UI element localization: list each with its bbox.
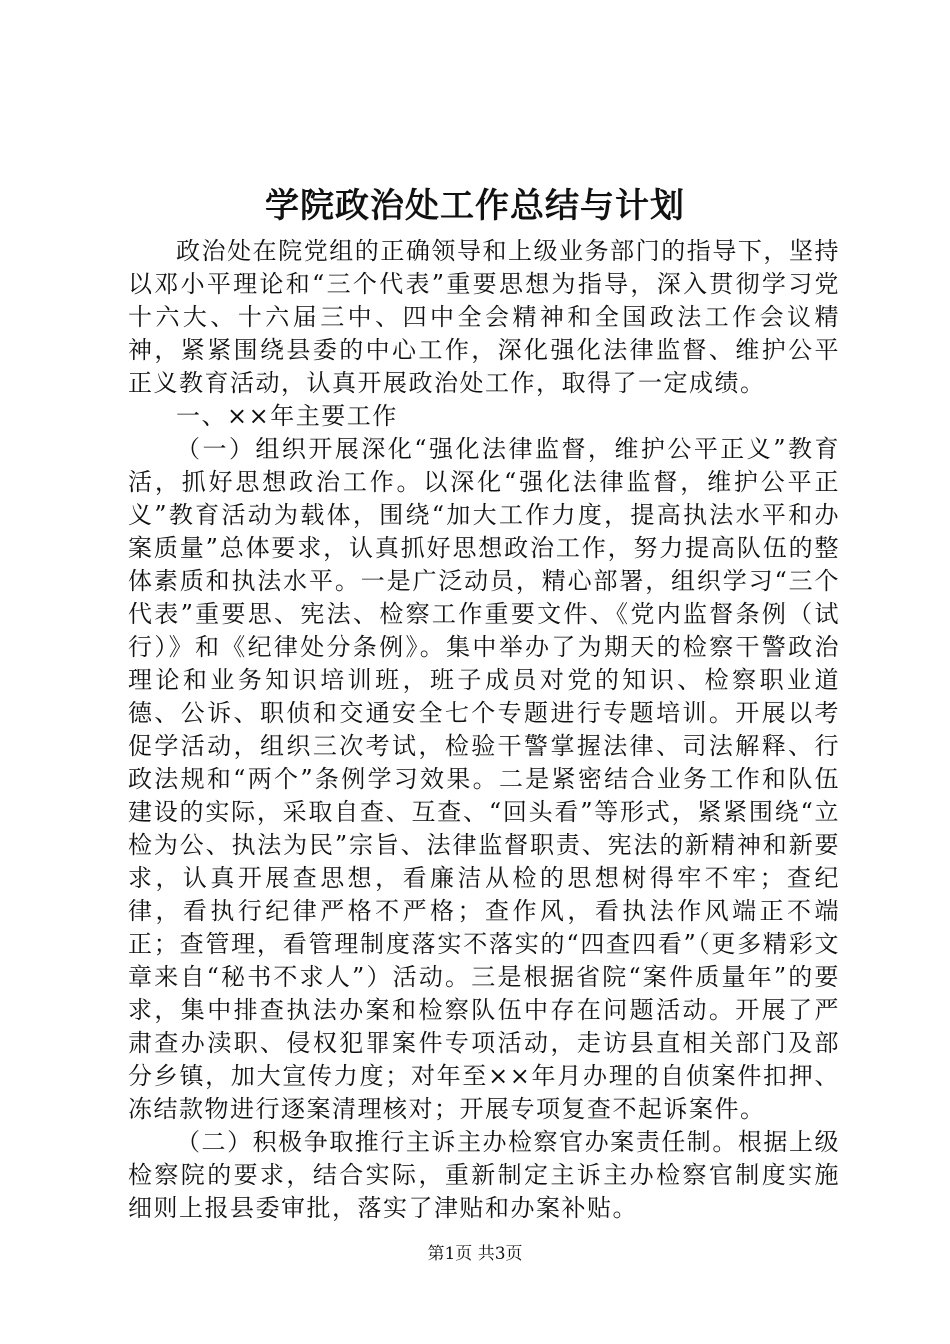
item-two-paragraph: （二）积极争取推行主诉主办检察官办案责任制。根据上级检察院的要求，结合实际，重新制定主诉主办检察官制度实施细则上报县委审批，落实了津贴和办案补贴。 <box>128 1128 840 1222</box>
intro-paragraph: 政治处在院党组的正确领导和上级业务部门的指导下，坚持以邓小平理论和“三个代表”重要思想为指导，深入贯彻学习党十六大、十六届三中、四中全会精神和全国政法工作会议精神，紧紧围绕县委的中心工作，深化强化法律监督、维护公平正义教育活动，认真开展政治处工作，取得了一定成绩。 <box>128 237 840 397</box>
section-heading: 一、××年主要工作 <box>176 402 398 430</box>
document-body <box>128 235 840 1225</box>
document-title: 学院政治处工作总结与计划 <box>265 186 685 226</box>
item-one-paragraph: （一）组织开展深化“强化法律监督，维护公平正义”教育活，抓好思想政治工作。以深化“强化法律监督，维护公平正义”教育活动为载体，围绕“加大工作力度，提高执法水平和办案质量”总体要求，认真抓好思想政治工作，努力提高队伍的整体素质和执法水平。一是广泛动员，精心部署，组织学习“三个代表”重要思、宪法、检察工作重要文件、《党内监督条例（试行）》和《纪律处分条例》。集中举办了为期天的检察干警政治理论和业务知识培训班，班子成员对党的知识、检察职业道德、公诉、职侦和交通安全七个专题进行专题培训。开展以考促学活动，组织三次考试，检验干警掌握法律、司法解释、行政法规和“两个”条例学习效果。二是紧密结合业务工作和队伍建设的实际，采取自查、互查、“回头看”等形式，紧紧围绕“立检为公、执法为民”宗旨、法律监督职责、宪法的新精神和新要求，认真开展查思想，看廉洁从检的思想树得牢不牢；查纪律，看执行纪律严格不严格；查作风，看执法作风端正不端正；查管理，看管理制度落实不落实的“四查四看”（更多精彩文章来自“秘书不求人”）活动。三是根据省院“案件质量年”的要求，集中排查执法办案和检察队伍中存在问题活动。开展了严肃查办渎职、侵权犯罪案件专项活动，走访县直相关部门及部分乡镇，加大宣传力度；对年至××年月办理的自侦案件扣押、冻结款物进行逐案清理核对；开展专项复查不起诉案件。 <box>128 435 840 1123</box>
page-number-footer: 第1页 共3页 <box>427 1244 523 1264</box>
